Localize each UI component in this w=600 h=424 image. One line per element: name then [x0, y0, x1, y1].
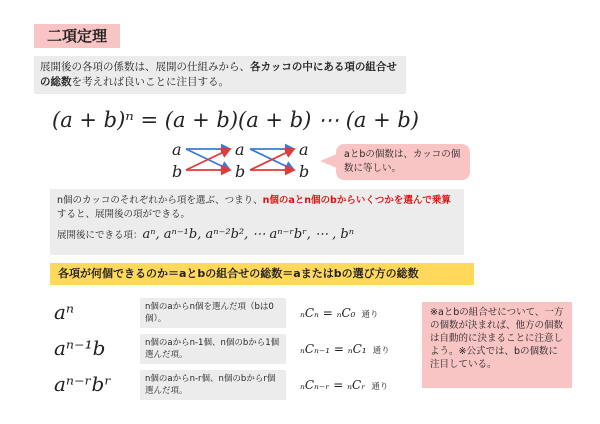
- diagram-a3: a: [299, 140, 309, 159]
- diagram-b1: b: [172, 162, 183, 181]
- row-desc: n個のaからn個を選んだ項（bは0個）。: [140, 298, 286, 328]
- intro-text-2: を考えれば良いことに注目する。: [71, 76, 229, 88]
- page-title: 二項定理: [34, 24, 120, 48]
- selection-text: [57, 194, 457, 222]
- row-term: aⁿ⁻ʳbʳ: [54, 372, 112, 396]
- callout-pointer: [318, 152, 338, 170]
- crossing-arrows: [180, 140, 305, 180]
- binomial-formula: (a + b)ⁿ = (a + b)(a + b) ⋯ (a + b): [52, 108, 419, 132]
- selection-box: [50, 189, 464, 255]
- side-note: ※aとbの組合せについて、一方の個数が決まれば、他方の個数は自動的に決まることに注意しよう。※公式では、bの個数に注目している。: [422, 302, 572, 388]
- selection-red: n個のaとn個のbからいくつかを選んで乗算: [262, 195, 451, 206]
- diagram-a2: a: [235, 140, 245, 159]
- row-tori: 通り: [371, 382, 389, 392]
- row-comb: [300, 342, 390, 356]
- selection-part1: n個のカッコのそれぞれから項を選ぶ、つまり、: [57, 195, 263, 206]
- intro-text: 展開後の各項の係数は、展開の仕組みから、: [40, 61, 250, 73]
- diagram-b3: b: [299, 162, 310, 181]
- intro-box: [34, 56, 406, 94]
- terms-list: aⁿ, aⁿ⁻¹b, aⁿ⁻²b², ⋯ aⁿ⁻ʳbʳ, ⋯ , bⁿ: [142, 227, 354, 242]
- yellow-heading: 各項が何個できるのか＝aとbの組合せの総数＝aまたはbの選び方の総数: [50, 263, 474, 285]
- row-term: aⁿ⁻¹b: [54, 336, 106, 360]
- row-comb: [300, 378, 388, 392]
- row-comb-formula: ₙCₙ₋₁ = ₙC₁: [300, 342, 367, 356]
- row-desc: n個のaからn-r個、n個のbからr個選んだ項。: [140, 370, 286, 400]
- row-comb-formula: ₙCₙ₋ᵣ = ₙCᵣ: [300, 378, 366, 392]
- terms-line: [57, 228, 457, 243]
- diagram-b2: b: [235, 162, 246, 181]
- row-tori: 通り: [361, 310, 379, 320]
- selection-part2: すると、展開後の項ができる。: [57, 209, 191, 220]
- terms-label: 展開後にできる項：: [57, 230, 143, 241]
- diagram-a1: a: [172, 140, 182, 159]
- row-comb: [300, 306, 378, 320]
- intro-bold: 各カッコの中にある項の組合せの総数: [40, 61, 397, 88]
- row-desc: n個のaからn-1個、n個のbから1個選んだ項。: [140, 334, 286, 364]
- row-comb-formula: ₙCₙ = ₙC₀: [300, 306, 356, 320]
- row-tori: 通り: [372, 346, 390, 356]
- callout-note: aとbの個数は、カッコの個数に等しい。: [336, 144, 470, 180]
- row-term: aⁿ: [54, 300, 75, 324]
